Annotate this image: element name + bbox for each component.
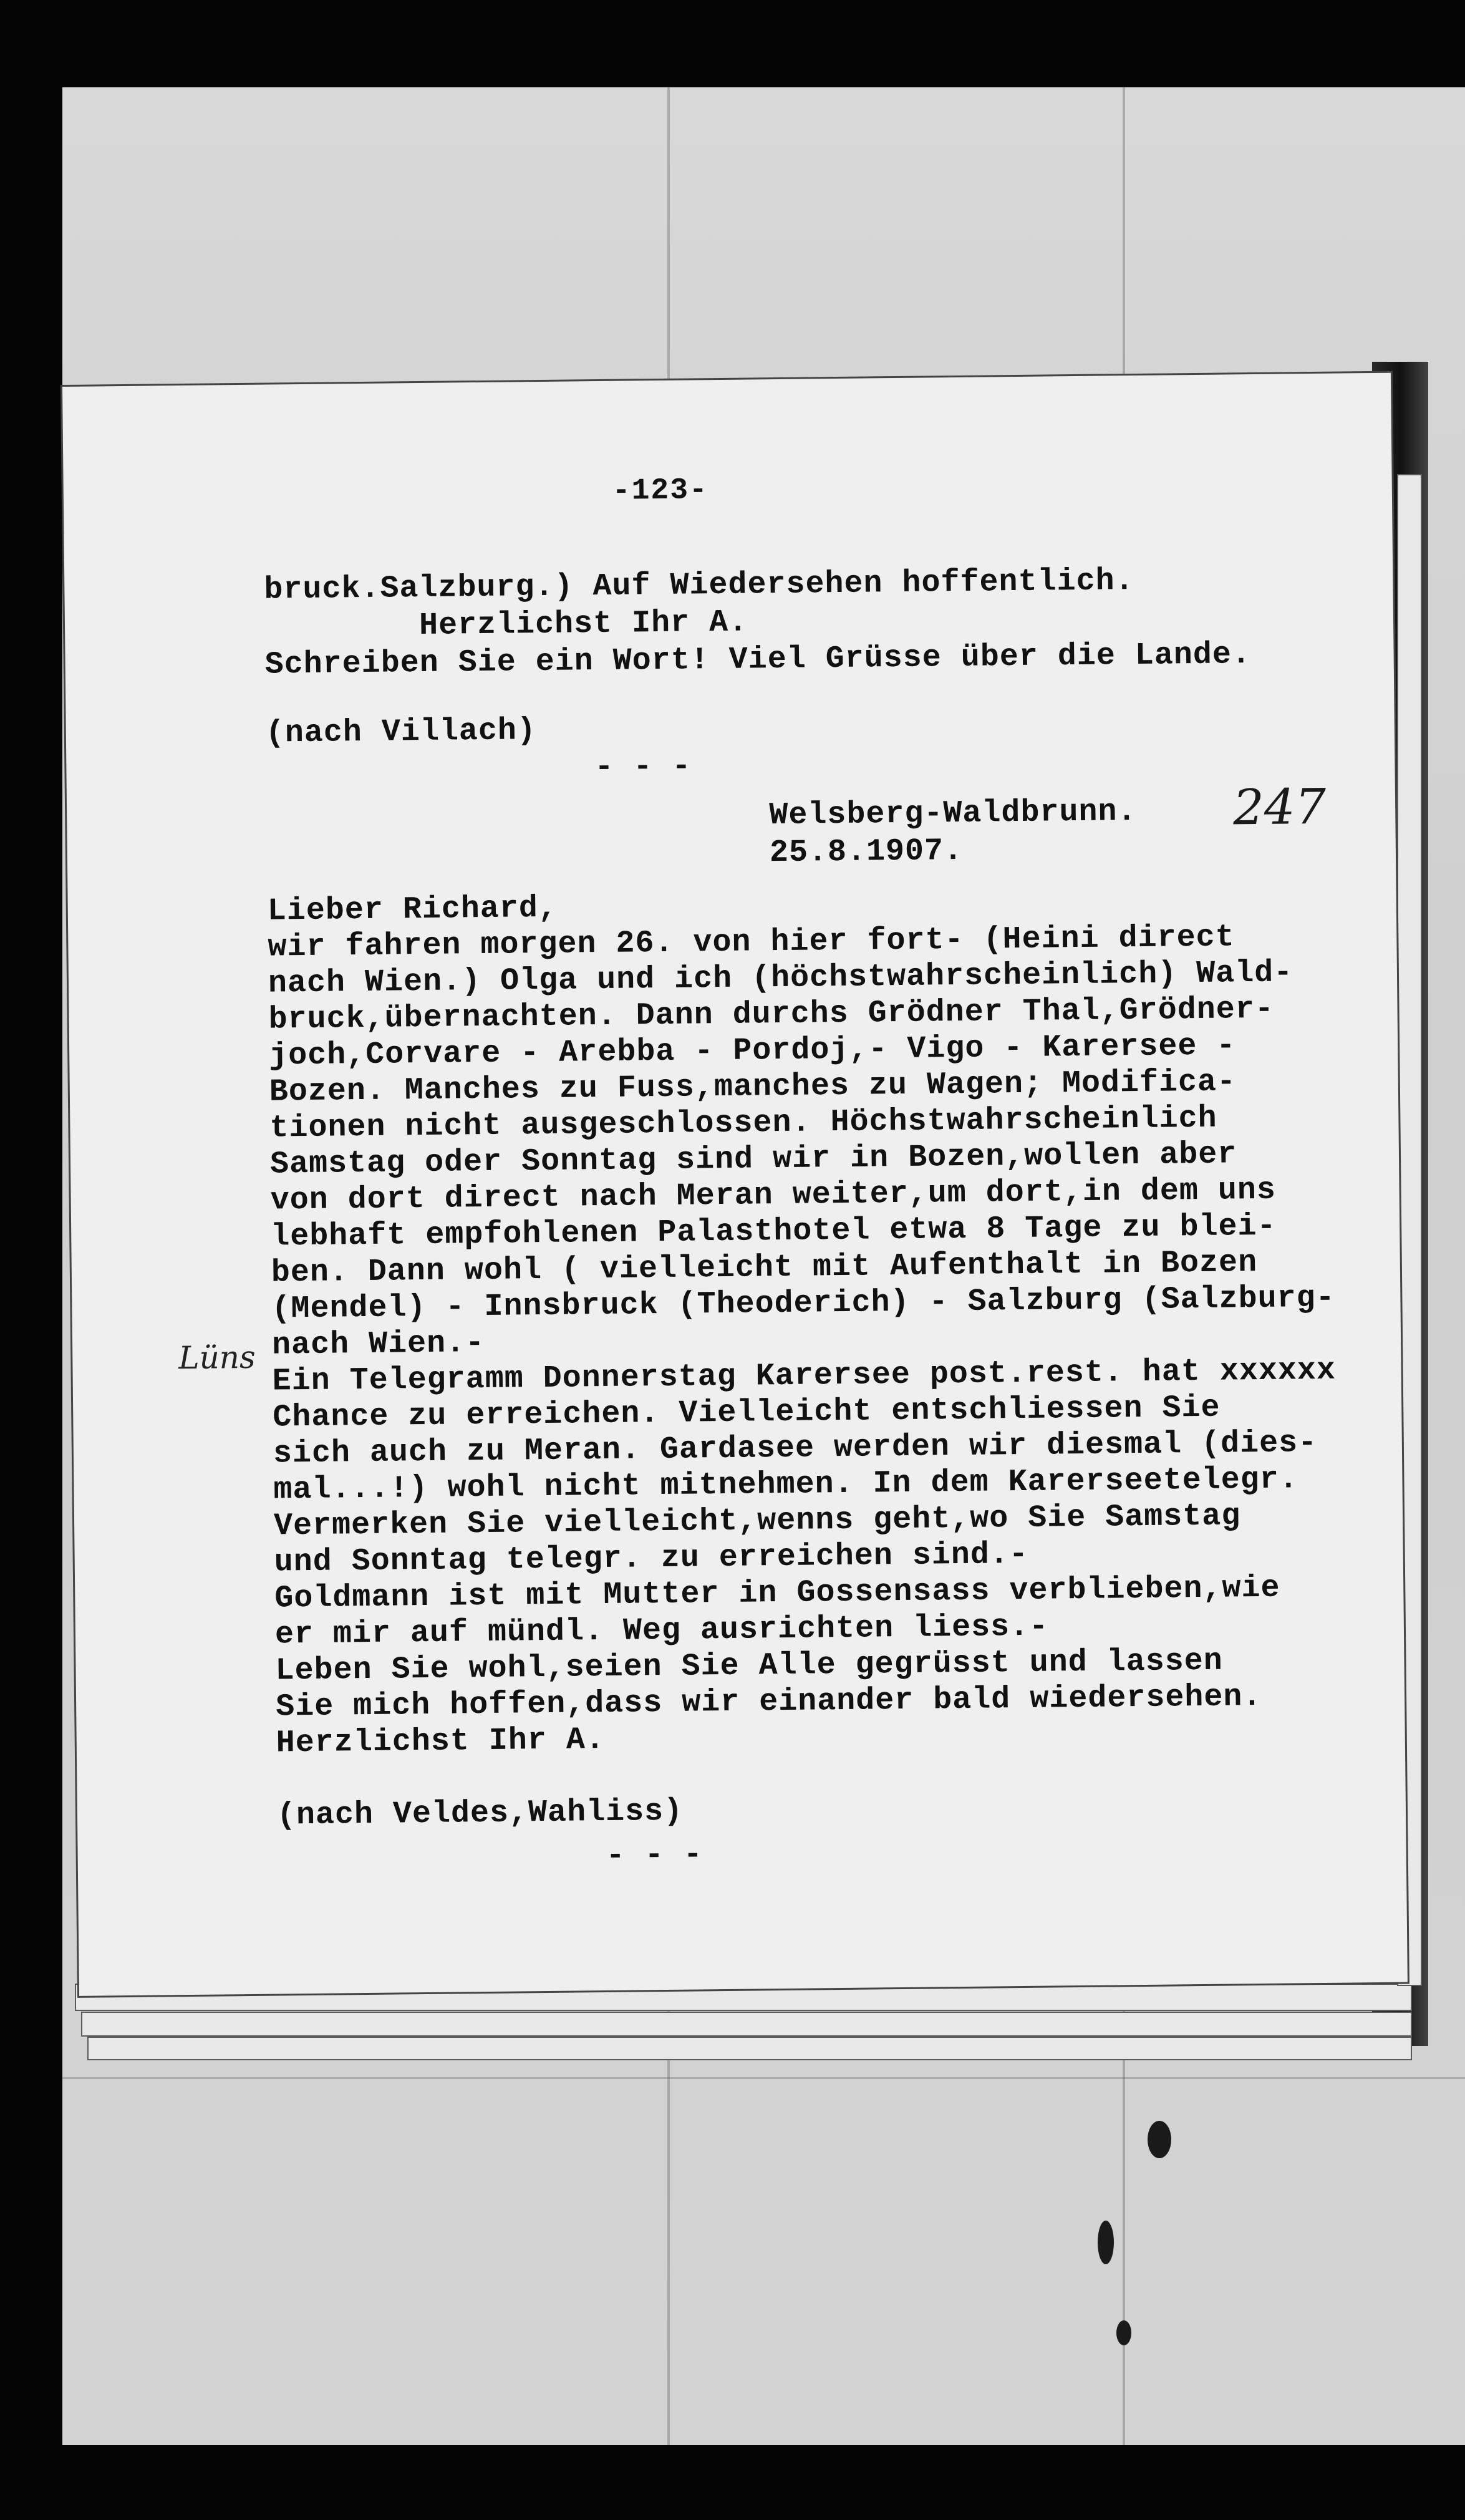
text-line: nach Wien.) Olga und ich (höchstwahrscheinlich) Wald- [268, 955, 1293, 1002]
text-line: wir fahren morgen 26. von hier fort- (Heini direct [268, 919, 1235, 966]
text-line: Ein Telegramm Donnerstag Karersee post.rest. hat xxxxxx [272, 1352, 1337, 1400]
ink-stain [1148, 2121, 1171, 2158]
text-line: sich auch zu Meran. Gardasee werden wir diesmal (dies- [273, 1425, 1318, 1472]
text-line: joch,Corvare - Arebba - Pordoj,- Vigo - Karersee - [268, 1028, 1236, 1074]
margin-annotation: Lüns [178, 1339, 256, 1377]
text-line: Vermerken Sie vielleicht,wenns geht,wo Sie Samstag [273, 1498, 1241, 1544]
text-line: er mir auf mündl. Weg ausrichten liess.- [274, 1609, 1049, 1653]
text-line: bruck.Salzburg.) Auf Wiedersehen hoffentlich. [264, 563, 1134, 608]
text-line: (nach Villach) [265, 713, 537, 752]
text-line: und Sonntag telegr. zu erreichen sind.- [274, 1536, 1029, 1581]
text-line: (Mendel) - Innsbruck (Theoderich) - Salzburg (Salzburg- [271, 1280, 1335, 1327]
page-stack-edge-2 [81, 2012, 1412, 2037]
text-line: lebhaft empfohlenen Palasthotel etwa 8 Tage zu blei- [270, 1208, 1277, 1255]
text-line: (nach Veldes,Wahliss) [276, 1793, 684, 1834]
text-line: Sie mich hoffen,dass wir einander bald wiedersehen. [275, 1679, 1262, 1725]
text-line: tionen nicht ausgeschlossen. Höchstwahrscheinlich [269, 1100, 1217, 1146]
text-line: bruck,übernachten. Dann durchs Grödner Thal,Grödner- [268, 991, 1275, 1038]
divider: - - - [266, 749, 692, 789]
text-line: Goldmann ist mit Mutter in Gossensass verblieben,wie [274, 1570, 1280, 1617]
handwritten-folio-number: 247 [1232, 778, 1327, 836]
closing-signature: Herzlichst Ihr A. [276, 1722, 606, 1762]
back-sheet-fold-lower [62, 2077, 1465, 2079]
text-line: von dort direct nach Meran weiter,um dort,in dem uns [270, 1172, 1277, 1219]
salutation: Lieber Richard, [267, 890, 558, 929]
ink-stain [1116, 2320, 1131, 2345]
divider: - - - [277, 1837, 703, 1878]
text-line: nach Wien.- [271, 1325, 485, 1364]
text-line: Leben Sie wohl,seien Sie Alle gegrüsst und lassen [275, 1643, 1224, 1689]
letter-place: Welsberg-Waldbrunn. [266, 794, 1137, 839]
text-line: Chance zu erreichen. Vielleicht entschliessen Sie [273, 1390, 1221, 1436]
text-line: ben. Dann wohl ( vielleicht mit Aufenthalt in Bozen [271, 1245, 1258, 1291]
letter-date: 25.8.1907. [266, 833, 964, 876]
letter-page [62, 373, 1408, 1996]
text-line: mal...!) wohl nicht mitnehmen. In dem Karerseetelegr. [273, 1461, 1299, 1508]
text-line: Schreiben Sie ein Wort! Viel Grüsse über die Lande. [264, 637, 1252, 683]
text-line: Bozen. Manches zu Fuss,manches zu Wagen; Modifica- [269, 1064, 1237, 1110]
ink-stain [1098, 2221, 1114, 2264]
text-line: Herzlichst Ihr A. [264, 604, 748, 646]
page-stack-edge-3 [87, 2037, 1412, 2060]
page-number: -123- [612, 473, 709, 508]
text-line: Samstag oder Sonntag sind wir in Bozen,wollen aber [269, 1136, 1237, 1183]
